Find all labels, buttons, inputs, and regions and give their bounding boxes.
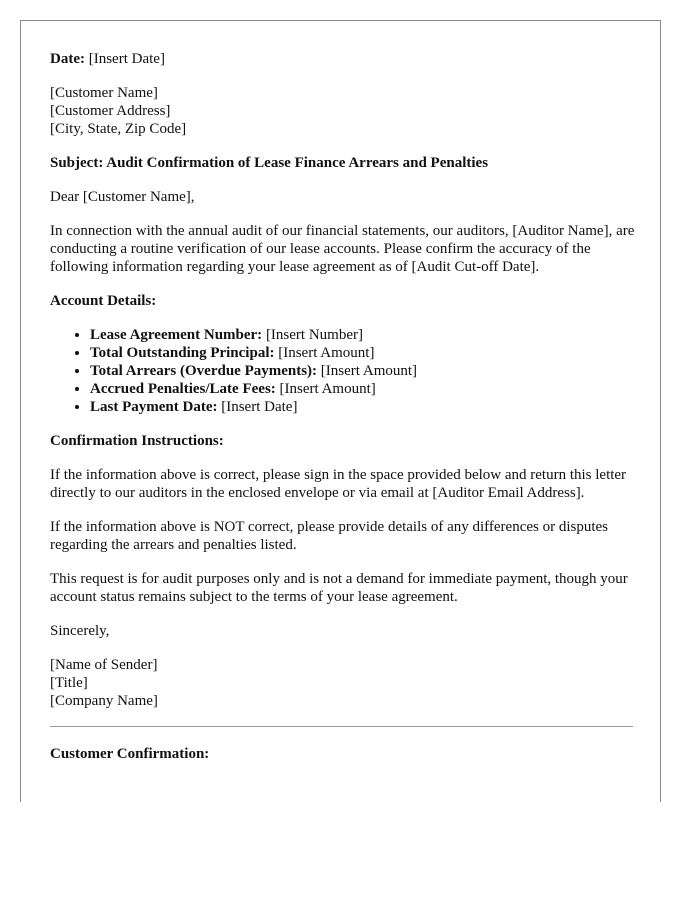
recipient-city: [City, State, Zip Code]	[50, 121, 187, 137]
account-item-value: [Insert Amount]	[320, 363, 418, 379]
account-item-label: Lease Agreement Number:	[90, 327, 263, 343]
account-details-list	[50, 326, 635, 416]
greeting: Dear [Customer Name],	[50, 189, 195, 205]
recipient-block	[50, 84, 635, 138]
disclaimer: This request is for audit purposes only and is not a demand for immediate payment, though your account status remains subject to the terms of your lease agreement.	[50, 571, 628, 605]
account-item-label: Accrued Penalties/Late Fees:	[90, 381, 276, 397]
section-divider	[50, 726, 633, 727]
account-item-value: [Insert Date]	[221, 399, 298, 415]
subject-line	[50, 154, 635, 172]
account-details-heading	[50, 292, 635, 310]
date-value: [Insert Date]	[88, 51, 165, 67]
date-line	[50, 50, 635, 68]
instructions-incorrect: If the information above is NOT correct, please provide details of any differences or disputes regarding the arrears and penalties listed.	[50, 519, 609, 553]
list-item	[90, 380, 635, 398]
account-details-heading-text: Account Details:	[50, 293, 157, 309]
recipient-address: [Customer Address]	[50, 103, 171, 119]
account-item-value: [Insert Number]	[265, 327, 363, 343]
account-item-value: [Insert Amount]	[278, 345, 375, 361]
recipient-name: [Customer Name]	[50, 85, 158, 101]
letter-page	[20, 20, 661, 802]
confirmation-heading	[50, 745, 635, 763]
instructions-heading	[50, 432, 635, 450]
list-item	[90, 344, 635, 362]
account-item-label: Last Payment Date:	[90, 399, 218, 415]
confirmation-heading-text: Customer Confirmation:	[50, 746, 210, 762]
date-label: Date:	[50, 51, 85, 67]
list-item	[90, 362, 635, 380]
list-item	[90, 398, 635, 416]
letter-body	[50, 50, 635, 779]
account-item-label: Total Arrears (Overdue Payments):	[90, 363, 318, 379]
list-item	[90, 326, 635, 344]
account-item-label: Total Outstanding Principal:	[90, 345, 275, 361]
closing: Sincerely,	[50, 623, 110, 639]
sender-title: [Title]	[50, 675, 88, 691]
instructions-correct: If the information above is correct, please sign in the space provided below and return this letter directly to our auditors in the enclosed envelope or via email at [Auditor Email Address].	[50, 467, 627, 501]
subject-text: Subject: Audit Confirmation of Lease Finance Arrears and Penalties	[50, 155, 489, 171]
intro-paragraph: In connection with the annual audit of our financial statements, our auditors, [Auditor Name], are conducting a routine verification of our lease accounts. Please confirm the accuracy of the following information regarding your lease agreement as of [Audit Cut-off Date].	[50, 223, 635, 275]
account-item-value: [Insert Amount]	[279, 381, 376, 397]
sender-block	[50, 656, 635, 710]
sender-company: [Company Name]	[50, 693, 158, 709]
sender-name: [Name of Sender]	[50, 657, 158, 673]
instructions-heading-text: Confirmation Instructions:	[50, 433, 224, 449]
